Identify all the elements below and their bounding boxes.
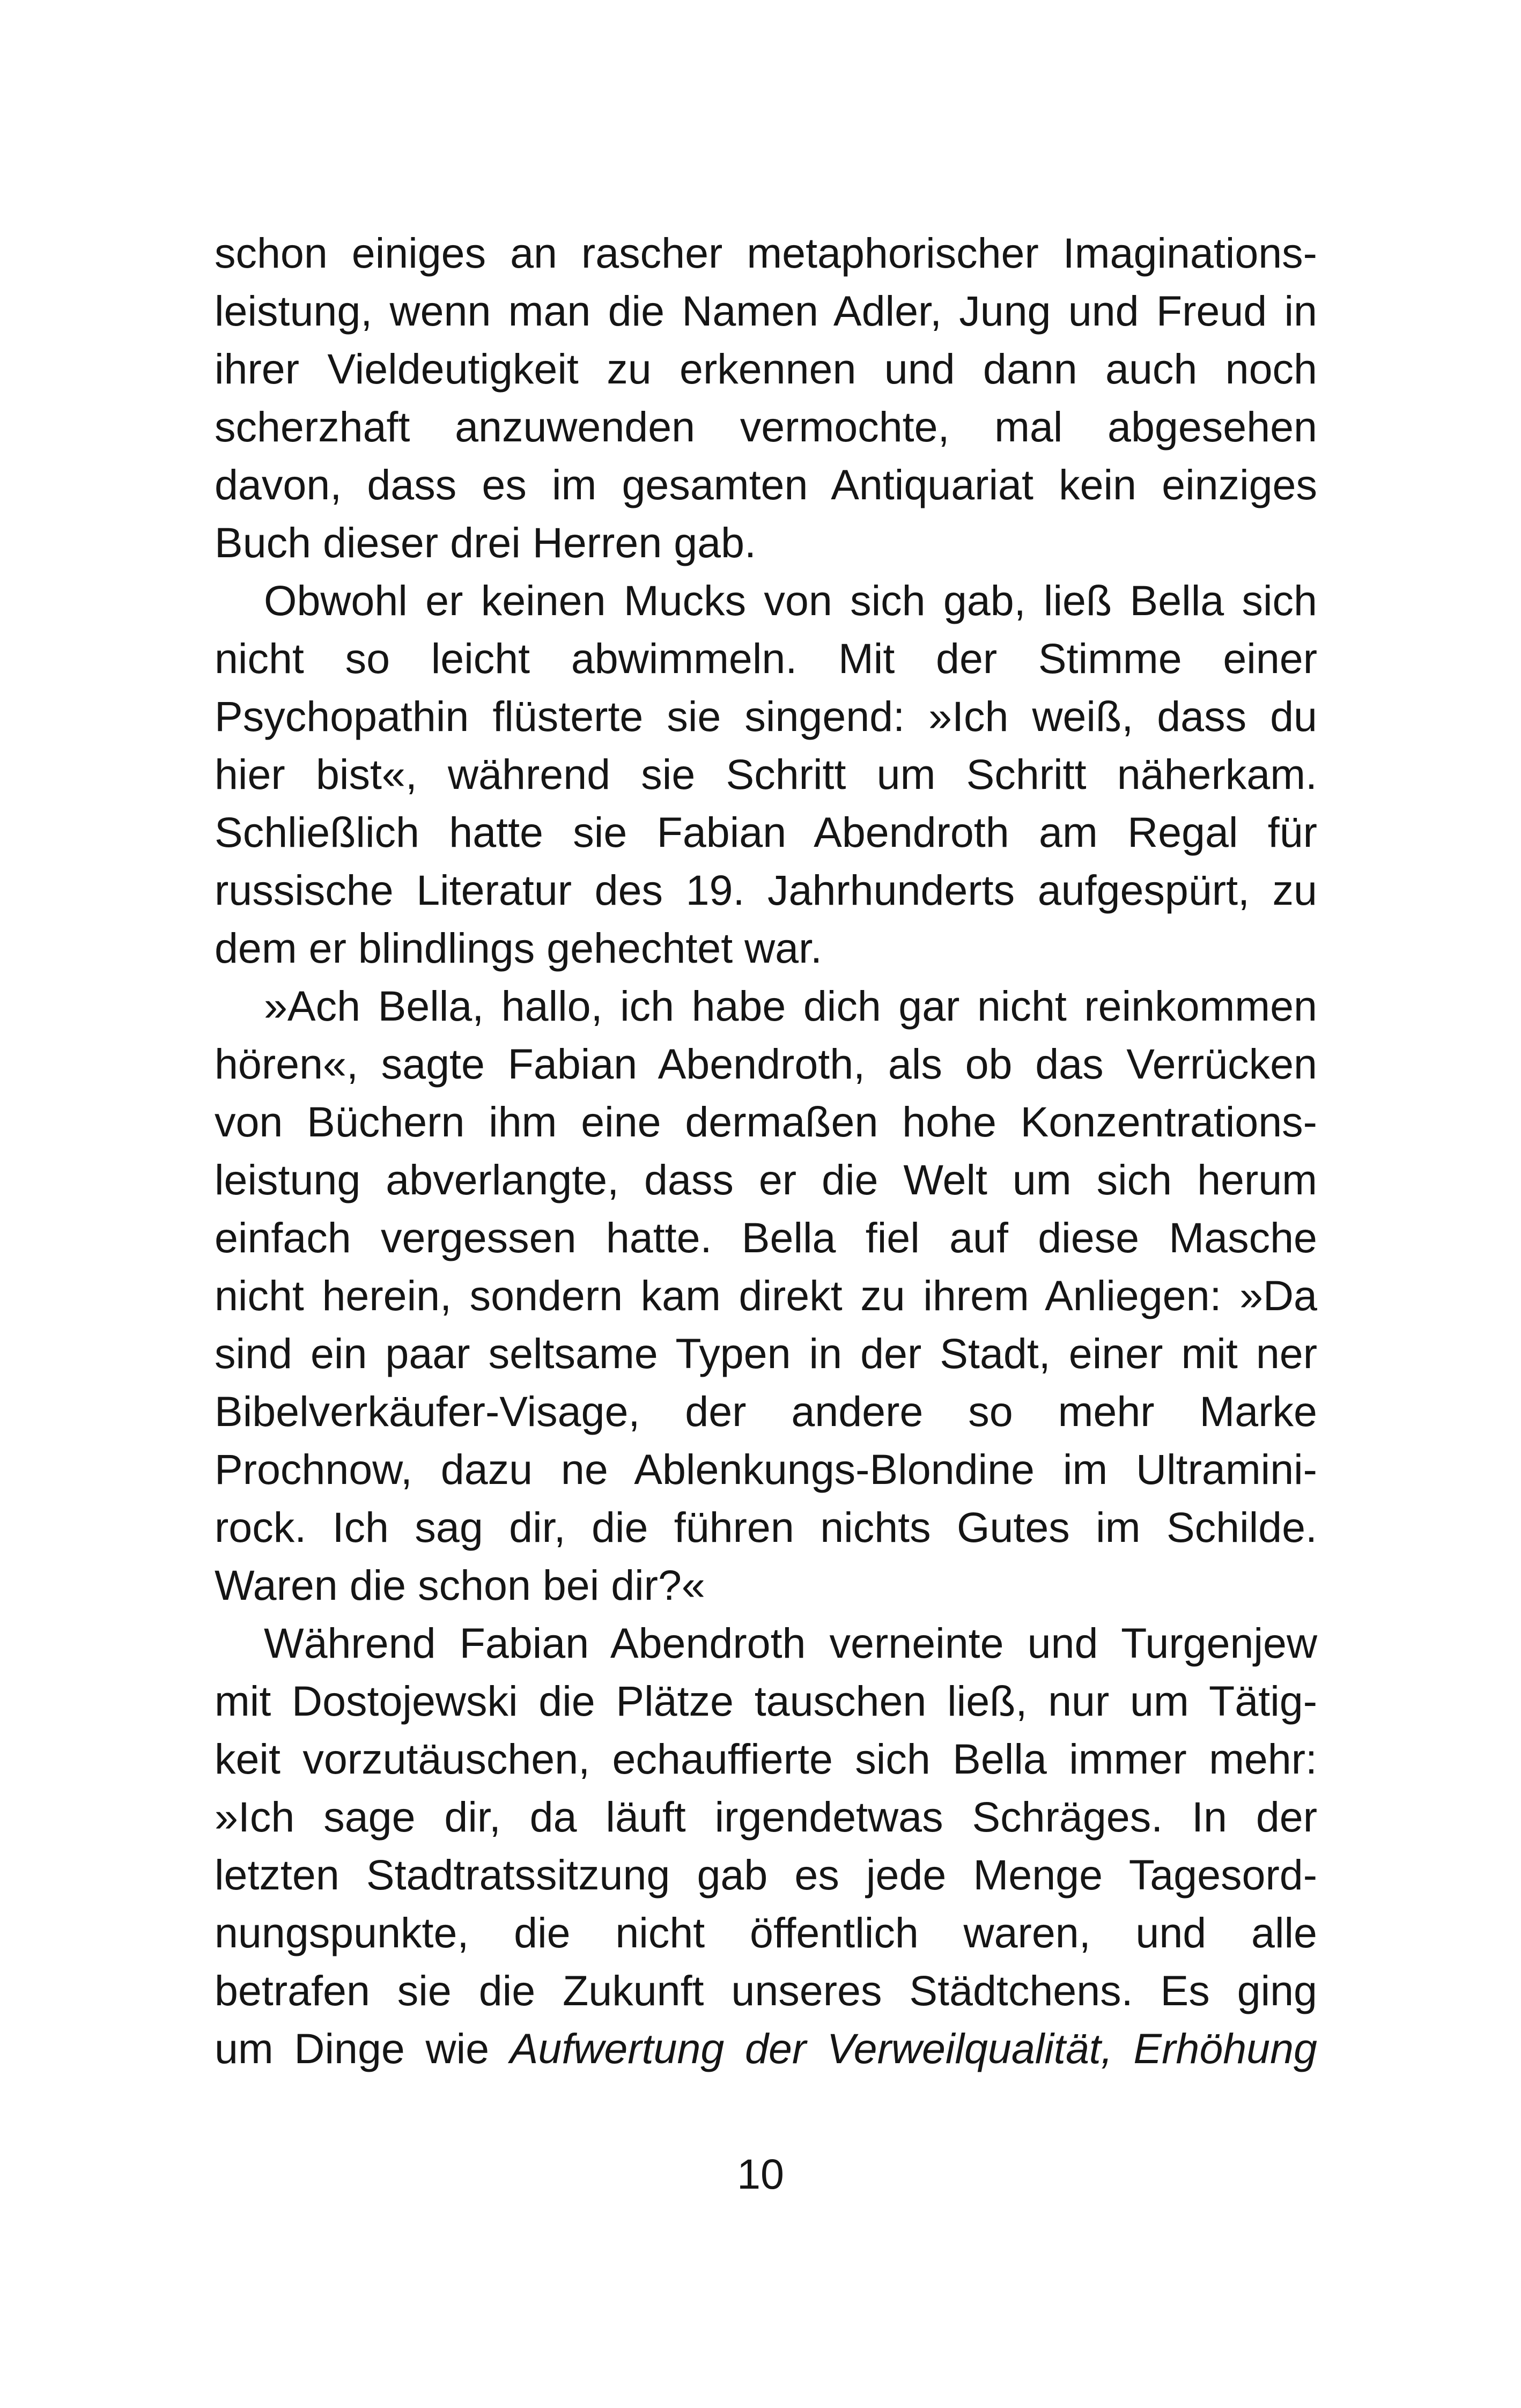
text-line xyxy=(215,630,1317,688)
text-run: schon einiges an rascher metaphorischer Imaginations- xyxy=(215,229,1317,277)
text-line xyxy=(215,340,1317,398)
text-run: »Ach Bella, hallo, ich habe dich gar nicht reinkommen xyxy=(264,982,1317,1030)
text-run: Bibelverkäufer-Visage, der andere so mehr Marke xyxy=(215,1387,1317,1435)
text-line xyxy=(215,1672,1317,1730)
text-run: hier bist«, während sie Schritt um Schritt näherkam. xyxy=(215,750,1317,798)
text-line xyxy=(215,398,1317,456)
text-run: von Büchern ihm eine dermaßen hohe Konzentrations- xyxy=(215,1098,1317,1146)
body-text xyxy=(215,224,1317,2078)
text-line xyxy=(215,919,1317,977)
text-run: Obwohl er keinen Mucks von sich gab, ließ Bella sich xyxy=(264,577,1317,624)
text-line xyxy=(215,572,1317,630)
text-line xyxy=(215,1383,1317,1441)
text-run: nungspunkte, die nicht öffentlich waren, und alle xyxy=(215,1909,1317,1956)
text-line xyxy=(215,456,1317,514)
text-run: nicht herein, sondern kam direkt zu ihrem Anliegen: »Da xyxy=(215,1272,1317,1319)
text-run: russische Literatur des 19. Jahrhunderts aufgespürt, zu xyxy=(215,866,1317,914)
text-line xyxy=(215,514,1317,572)
text-line xyxy=(215,1267,1317,1325)
text-line xyxy=(215,282,1317,340)
text-line xyxy=(215,1962,1317,2020)
text-line xyxy=(215,2020,1317,2078)
text-run: letzten Stadtratssitzung gab es jede Menge Tagesord- xyxy=(215,1851,1317,1899)
text-run: Psychopathin flüsterte sie singend: »Ich weiß, dass du xyxy=(215,692,1317,740)
text-run: hören«, sagte Fabian Abendroth, als ob das Verrücken xyxy=(215,1040,1317,1088)
text-run: einfach vergessen hatte. Bella fiel auf diese Masche xyxy=(215,1214,1317,1261)
text-line xyxy=(215,1846,1317,1904)
text-run: scherzhaft anzuwenden vermochte, mal abgesehen xyxy=(215,403,1317,450)
text-run: rock. Ich sag dir, die führen nichts Gutes im Schilde. xyxy=(215,1503,1317,1551)
text-run: Während Fabian Abendroth verneinte und Turgenjew xyxy=(264,1619,1317,1667)
text-line xyxy=(215,1035,1317,1093)
text-run: nicht so leicht abwimmeln. Mit der Stimme einer xyxy=(215,634,1317,682)
page-number: 10 xyxy=(737,2150,784,2198)
text-run: leistung abverlangte, dass er die Welt um sich herum xyxy=(215,1156,1317,1203)
text-run: um Dinge wie xyxy=(215,2025,510,2072)
text-line xyxy=(215,1788,1317,1846)
paragraph xyxy=(215,572,1317,977)
paragraph xyxy=(215,977,1317,1614)
text-run: mit Dostojewski die Plätze tauschen ließ, nur um Tätig- xyxy=(215,1677,1317,1725)
text-line xyxy=(215,1441,1317,1498)
text-line xyxy=(215,803,1317,861)
text-line xyxy=(215,224,1317,282)
italic-text-run: Aufwertung der Verweilqualität, Erhöhung xyxy=(510,2025,1317,2072)
text-line xyxy=(215,1614,1317,1672)
text-run: betrafen sie die Zukunft unseres Städtchens. Es ging xyxy=(215,1967,1317,2014)
text-run: keit vorzutäuschen, echauffierte sich Bella immer mehr: xyxy=(215,1735,1317,1783)
text-run: »Ich sage dir, da läuft irgendetwas Schräges. In der xyxy=(215,1793,1317,1841)
text-line xyxy=(215,1556,1317,1614)
text-run: sind ein paar seltsame Typen in der Stadt, einer mit ner xyxy=(215,1329,1317,1377)
text-run: dem er blindlings gehechtet war. xyxy=(215,924,823,972)
text-line xyxy=(215,1151,1317,1209)
text-line xyxy=(215,688,1317,745)
text-line xyxy=(215,1325,1317,1383)
text-run: Prochnow, dazu ne Ablenkungs-Blondine im Ultramini- xyxy=(215,1445,1317,1493)
text-line xyxy=(215,1209,1317,1267)
text-line xyxy=(215,1904,1317,1962)
text-run: ihrer Vieldeutigkeit zu erkennen und dann auch noch xyxy=(215,345,1317,393)
text-run: Schließlich hatte sie Fabian Abendroth am Regal für xyxy=(215,808,1317,856)
paragraph xyxy=(215,224,1317,572)
text-run: leistung, wenn man die Namen Adler, Jung und Freud in xyxy=(215,287,1317,335)
text-line xyxy=(215,1730,1317,1788)
text-line xyxy=(215,1093,1317,1151)
text-line xyxy=(215,1498,1317,1556)
text-line xyxy=(215,745,1317,803)
paragraph xyxy=(215,1614,1317,2078)
text-run: Buch dieser drei Herren gab. xyxy=(215,519,756,566)
text-run: Waren die schon bei dir?« xyxy=(215,1561,705,1609)
text-line xyxy=(215,861,1317,919)
text-run: davon, dass es im gesamten Antiquariat kein einziges xyxy=(215,461,1317,508)
text-line xyxy=(215,977,1317,1035)
